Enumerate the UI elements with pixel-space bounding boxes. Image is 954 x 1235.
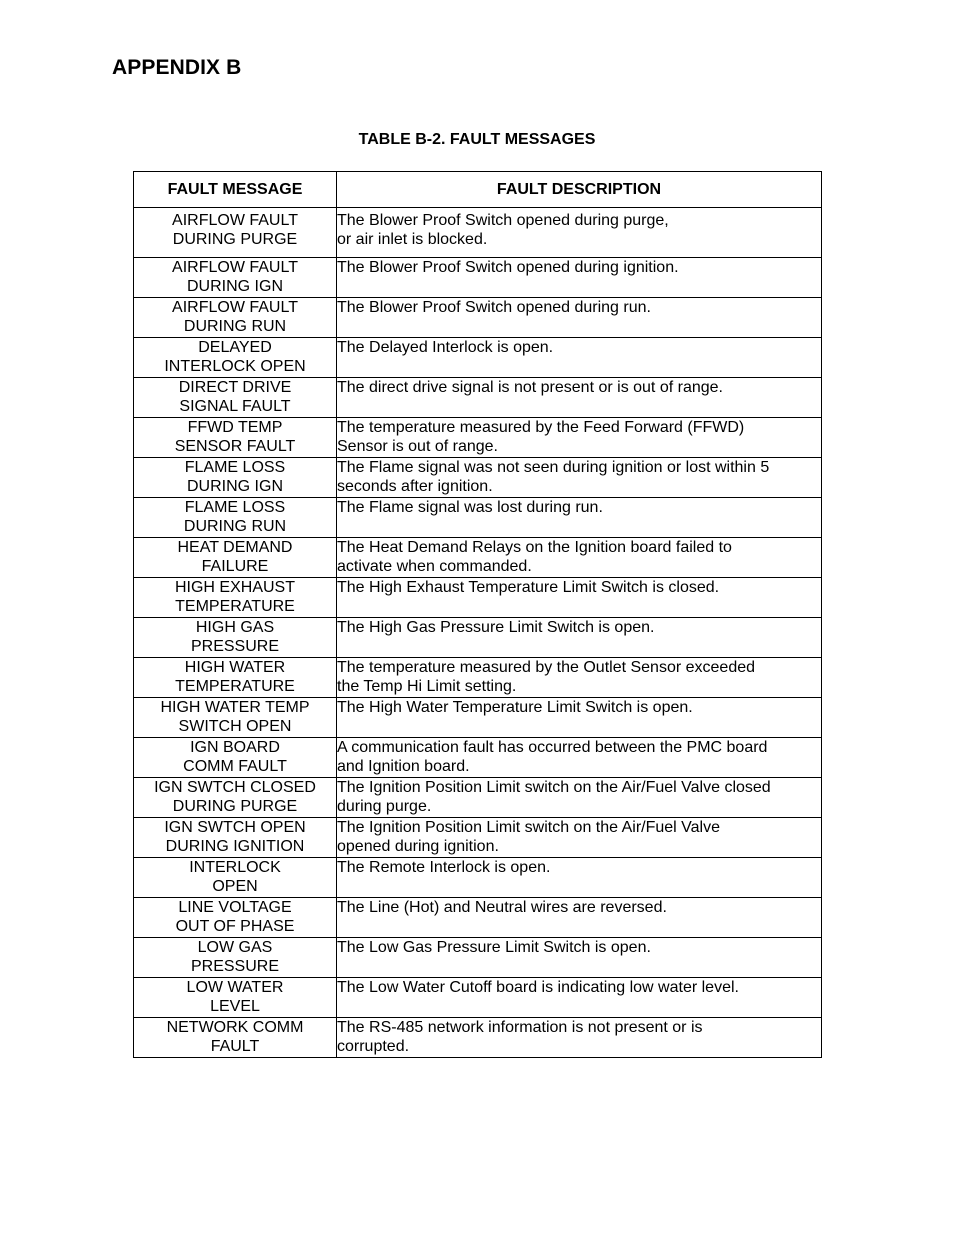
fault-message-cell bbox=[134, 378, 337, 418]
table-row bbox=[134, 418, 822, 458]
fault-description-line: or air inlet is blocked. bbox=[337, 231, 488, 248]
fault-message-cell bbox=[134, 338, 337, 378]
fault-message-line: SIGNAL FAULT bbox=[179, 398, 291, 415]
fault-message-line: HIGH EXHAUST bbox=[174, 579, 295, 596]
fault-description-line: The High Water Temperature Limit Switch is open. bbox=[337, 699, 693, 716]
fault-description-line: The High Gas Pressure Limit Switch is open. bbox=[337, 619, 655, 636]
table-row bbox=[134, 298, 822, 338]
fault-description-line: The direct drive signal is not present or is out of range. bbox=[337, 379, 723, 396]
table-row bbox=[134, 258, 822, 298]
fault-message-cell bbox=[134, 978, 337, 1018]
fault-description-line: The Line (Hot) and Neutral wires are reversed. bbox=[337, 899, 667, 916]
table-row bbox=[134, 338, 822, 378]
fault-description-cell bbox=[337, 418, 822, 458]
table-row bbox=[134, 538, 822, 578]
fault-description-line: the Temp Hi Limit setting. bbox=[337, 678, 517, 695]
table-row bbox=[134, 698, 822, 738]
fault-message-cell bbox=[134, 538, 337, 578]
table-row bbox=[134, 978, 822, 1018]
fault-message-line: LOW GAS bbox=[197, 939, 273, 956]
fault-message-line: INTERLOCK OPEN bbox=[164, 358, 306, 375]
fault-message-line: DURING RUN bbox=[183, 318, 287, 335]
fault-message-cell bbox=[134, 938, 337, 978]
fault-description-line: The Delayed Interlock is open. bbox=[337, 339, 554, 356]
fault-description-cell bbox=[337, 818, 822, 858]
fault-description-cell bbox=[337, 208, 822, 258]
fault-message-cell bbox=[134, 738, 337, 778]
fault-messages-table bbox=[133, 171, 822, 1058]
fault-description-cell bbox=[337, 1018, 822, 1058]
fault-description-line: The Blower Proof Switch opened during ignition. bbox=[337, 259, 679, 276]
fault-message-line: HEAT DEMAND bbox=[177, 539, 293, 556]
fault-message-line: HIGH WATER bbox=[184, 659, 286, 676]
fault-message-cell bbox=[134, 208, 337, 258]
fault-message-line: FFWD TEMP bbox=[187, 419, 283, 436]
table-title: TABLE B-2. FAULT MESSAGES bbox=[358, 131, 596, 148]
fault-description-line: activate when commanded. bbox=[337, 558, 532, 575]
fault-description-cell bbox=[337, 778, 822, 818]
fault-message-cell bbox=[134, 618, 337, 658]
table-row bbox=[134, 498, 822, 538]
fault-description-line: during purge. bbox=[337, 798, 432, 815]
fault-message-line: DIRECT DRIVE bbox=[178, 379, 292, 396]
fault-message-cell bbox=[134, 818, 337, 858]
fault-message-line: INTERLOCK bbox=[189, 859, 281, 876]
fault-description-line: The Blower Proof Switch opened during purge, bbox=[337, 212, 669, 229]
fault-message-line: TEMPERATURE bbox=[175, 678, 295, 695]
fault-message-cell bbox=[134, 778, 337, 818]
fault-message-line: LINE VOLTAGE bbox=[178, 899, 292, 916]
fault-description-line: opened during ignition. bbox=[337, 838, 499, 855]
fault-message-line: AIRFLOW FAULT bbox=[172, 212, 298, 229]
fault-description-line: A communication fault has occurred between the PMC board bbox=[337, 739, 768, 756]
fault-message-line: TEMPERATURE bbox=[175, 598, 295, 615]
fault-description-line: The Flame signal was not seen during ignition or lost within 5 bbox=[337, 459, 770, 476]
fault-message-line: IGN BOARD bbox=[190, 739, 280, 756]
fault-description-line: The High Exhaust Temperature Limit Switch is closed. bbox=[337, 579, 720, 596]
fault-description-cell bbox=[337, 538, 822, 578]
fault-rows bbox=[134, 208, 822, 1058]
fault-message-line: IGN SWTCH CLOSED bbox=[154, 779, 316, 796]
table-header-row bbox=[134, 172, 822, 208]
fault-description-cell bbox=[337, 898, 822, 938]
fault-description-line: corrupted. bbox=[337, 1038, 410, 1055]
fault-description-line: The Ignition Position Limit switch on the Air/Fuel Valve closed bbox=[337, 779, 771, 796]
header-fault-message: FAULT MESSAGE bbox=[134, 172, 337, 208]
fault-message-cell bbox=[134, 578, 337, 618]
fault-message-line: LOW WATER bbox=[186, 979, 284, 996]
fault-description-line: The temperature measured by the Outlet Sensor exceeded bbox=[337, 659, 756, 676]
fault-message-line: PRESSURE bbox=[190, 958, 280, 975]
fault-description-line: The RS-485 network information is not present or is bbox=[337, 1019, 703, 1036]
fault-description-cell bbox=[337, 978, 822, 1018]
fault-message-cell bbox=[134, 858, 337, 898]
fault-message-line: FLAME LOSS bbox=[184, 459, 286, 476]
fault-description-line: The Low Gas Pressure Limit Switch is open. bbox=[337, 939, 651, 956]
fault-description-cell bbox=[337, 298, 822, 338]
fault-message-line: SENSOR FAULT bbox=[174, 438, 296, 455]
table-row bbox=[134, 618, 822, 658]
fault-description-line: and Ignition board. bbox=[337, 758, 470, 775]
table-row bbox=[134, 578, 822, 618]
fault-message-line: COMM FAULT bbox=[183, 758, 287, 775]
fault-message-cell bbox=[134, 298, 337, 338]
fault-message-line: FAULT bbox=[210, 1038, 260, 1055]
fault-message-line: NETWORK COMM bbox=[166, 1019, 304, 1036]
fault-description-line: The Ignition Position Limit switch on the Air/Fuel Valve bbox=[337, 819, 720, 836]
fault-message-cell bbox=[134, 658, 337, 698]
fault-message-line: FLAME LOSS bbox=[184, 499, 286, 516]
appendix-heading: APPENDIX B bbox=[112, 56, 242, 79]
fault-description-line: The Flame signal was lost during run. bbox=[337, 499, 603, 516]
table-row bbox=[134, 818, 822, 858]
fault-message-line: LEVEL bbox=[210, 998, 260, 1015]
fault-message-line: DURING PURGE bbox=[172, 231, 298, 248]
table-row bbox=[134, 378, 822, 418]
fault-message-line: AIRFLOW FAULT bbox=[172, 259, 298, 276]
fault-description-line: The Blower Proof Switch opened during run. bbox=[337, 299, 651, 316]
fault-message-cell bbox=[134, 698, 337, 738]
table-row bbox=[134, 738, 822, 778]
table-row bbox=[134, 778, 822, 818]
table-row bbox=[134, 858, 822, 898]
fault-message-line: SWITCH OPEN bbox=[178, 718, 292, 735]
fault-message-cell bbox=[134, 498, 337, 538]
fault-message-line: DURING IGNITION bbox=[165, 838, 305, 855]
fault-description-line: The Heat Demand Relays on the Ignition board failed to bbox=[337, 539, 732, 556]
fault-description-cell bbox=[337, 658, 822, 698]
fault-description-cell bbox=[337, 258, 822, 298]
fault-description-cell bbox=[337, 578, 822, 618]
fault-description-line: The temperature measured by the Feed Forward (FFWD) bbox=[337, 419, 745, 436]
fault-message-cell bbox=[134, 458, 337, 498]
fault-message-line: OUT OF PHASE bbox=[175, 918, 295, 935]
fault-message-cell bbox=[134, 418, 337, 458]
fault-message-line: OPEN bbox=[212, 878, 258, 895]
fault-message-cell bbox=[134, 898, 337, 938]
fault-description-cell bbox=[337, 498, 822, 538]
fault-description-cell bbox=[337, 458, 822, 498]
fault-message-line: FAILURE bbox=[201, 558, 269, 575]
fault-message-line: PRESSURE bbox=[190, 638, 280, 655]
fault-description-line: The Low Water Cutoff board is indicating low water level. bbox=[337, 979, 739, 996]
table-row bbox=[134, 938, 822, 978]
fault-message-line: AIRFLOW FAULT bbox=[172, 299, 298, 316]
fault-message-line: DELAYED bbox=[198, 339, 272, 356]
table-row bbox=[134, 458, 822, 498]
fault-description-line: Sensor is out of range. bbox=[337, 438, 498, 455]
fault-description-cell bbox=[337, 738, 822, 778]
fault-message-line: DURING IGN bbox=[187, 478, 283, 495]
fault-description-cell bbox=[337, 618, 822, 658]
fault-message-line: DURING RUN bbox=[183, 518, 287, 535]
fault-description-cell bbox=[337, 378, 822, 418]
fault-description-cell bbox=[337, 938, 822, 978]
table-row bbox=[134, 658, 822, 698]
table-row bbox=[134, 208, 822, 258]
fault-message-line: HIGH WATER TEMP bbox=[160, 699, 310, 716]
fault-description-cell bbox=[337, 338, 822, 378]
fault-message-line: DURING PURGE bbox=[172, 798, 298, 815]
table-row bbox=[134, 1018, 822, 1058]
fault-description-line: The Remote Interlock is open. bbox=[337, 859, 551, 876]
fault-message-cell bbox=[134, 258, 337, 298]
fault-message-line: HIGH GAS bbox=[195, 619, 275, 636]
fault-message-line: DURING IGN bbox=[187, 278, 283, 295]
fault-description-line: seconds after ignition. bbox=[337, 478, 493, 495]
header-fault-description: FAULT DESCRIPTION bbox=[337, 172, 822, 208]
fault-description-cell bbox=[337, 858, 822, 898]
table-row bbox=[134, 898, 822, 938]
fault-message-cell bbox=[134, 1018, 337, 1058]
fault-description-cell bbox=[337, 698, 822, 738]
fault-message-line: IGN SWTCH OPEN bbox=[164, 819, 306, 836]
